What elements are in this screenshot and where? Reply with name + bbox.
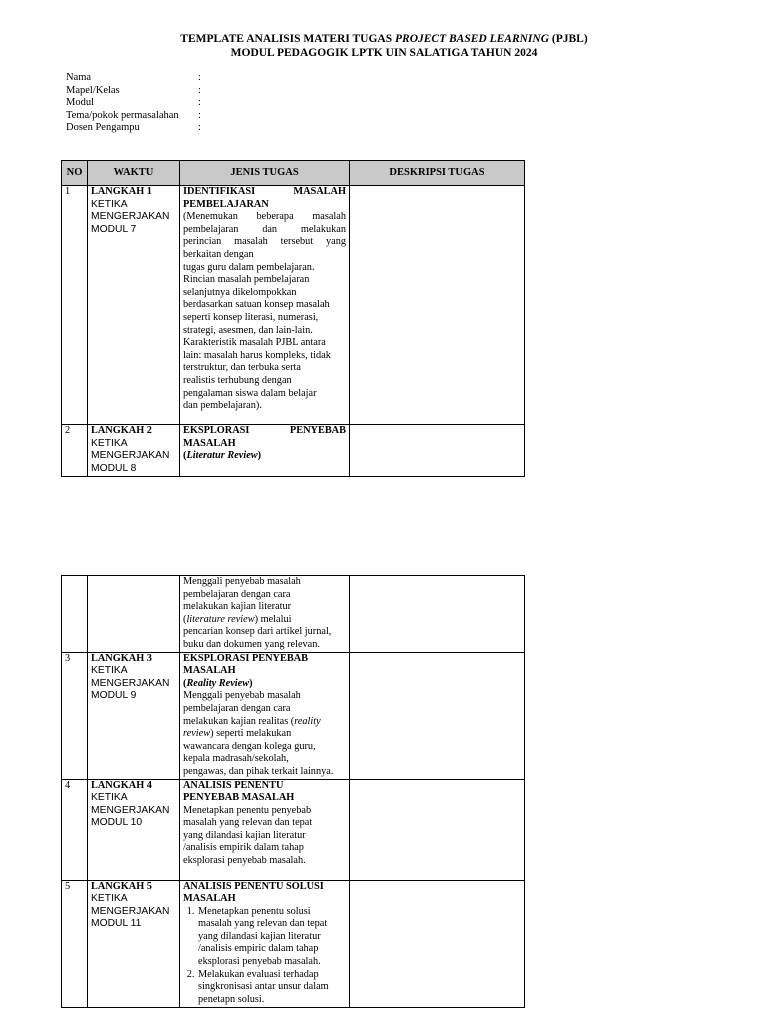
waktu-cell: LANGKAH 5 KETIKA MENGERJAKAN MODUL 11 [88,880,180,1007]
row-number: 3 [62,652,88,779]
waktu-cell: LANGKAH 1 KETIKA MENGERJAKAN MODUL 7 [88,186,180,425]
jenis-tugas-cell: IDENTIFIKASI MASALAH PEMBELAJARAN (Menemukan beberapa masalah pembelajaran dan melakukan perincian masalah tersebut yang berkaitan dengan tugas guru dalam pembelajaran. Rincian masalah pembelajaran selanjutnya dikelompokkan berdasarkan satuan konsep masalah seperti konsep literasi, numerasi, strategi, asesmen, dan lain-lain. Karakteristik masalah PJBL antara lain: masalah harus kompleks, tidak terstruktur, dan terbuka serta realistis terhubung dengan pengalaman siswa dalam belajar dan pembelajaran). [180,186,350,425]
deskripsi-tugas-cell[interactable] [350,779,525,880]
task-heading: EKSPLORASI PENYEBAB [183,425,346,436]
row-number: 1 [62,186,88,425]
table-row-langkah-2-continued [62,576,525,653]
step-label: LANGKAH 3 [91,652,152,664]
table-row-langkah-5 [62,880,525,1007]
header-waktu: WAKTU [88,161,180,186]
step-label: LANGKAH 5 [91,880,152,892]
task-table-page-1 [61,160,525,477]
row-number: 4 [62,779,88,880]
waktu-cell: LANGKAH 4 KETIKA MENGERJAKAN MODUL 10 [88,779,180,880]
jenis-tugas-cell: EKSPLORASI PENYEBAB MASALAH (Reality Review) Menggali penyebab masalah pembelajaran dengan cara melakukan kajian realitas (reality review) seperti melakukan wawancara dengan kolega guru, kepala madrasah/sekolah, pengawas, dan pihak terkait lainnya. [180,652,350,779]
step-label: LANGKAH 1 [91,186,152,197]
row-number: 5 [62,880,88,1007]
table-header-row [62,161,525,186]
deskripsi-tugas-cell[interactable] [350,576,525,653]
table-row-langkah-3 [62,652,525,779]
task-heading: EKSPLORASI PENYEBAB [183,652,309,664]
deskripsi-tugas-cell[interactable] [350,425,525,477]
table-row-langkah-2 [62,425,525,477]
deskripsi-tugas-cell[interactable] [350,186,525,425]
header-deskripsi-tugas: DESKRIPSI TUGAS [350,161,525,186]
header-no: NO [62,161,88,186]
row-number: 2 [62,425,88,477]
table-row-langkah-4 [62,779,525,880]
solution-steps-list [183,906,346,1007]
task-heading: ANALISIS PENENTU SOLUSI [183,880,324,892]
list-item: 2. Melakukan evaluasi terhadap singkronisasi antar unsur dalam penetapn solusi. [197,969,346,1007]
document-title-line-1: TEMPLATE ANALISIS MATERI TUGAS PROJECT BASED LEARNING (PJBL) [180,33,588,45]
waktu-cell: LANGKAH 3 KETIKA MENGERJAKAN MODUL 9 [88,652,180,779]
list-item: 1. Menetapkan penentu solusi masalah yang relevan dan tepat yang dilandasi kajian literatur /analisis empiric dalam tahap eksplorasi penyebab masalah. [197,906,346,969]
deskripsi-tugas-cell[interactable] [350,880,525,1007]
waktu-cell: LANGKAH 2 KETIKA MENGERJAKAN MODUL 8 [88,425,180,477]
jenis-tugas-cell: ANALISIS PENENTU PENYEBAB MASALAH Menetapkan penentu penyebab masalah yang relevan dan tepat yang dilandasi kajian literatur /analisis empirik dalam tahap eksplorasi penyebab masalah. [180,779,350,880]
task-subheading: (Literatur Review) [183,450,262,462]
table-row-langkah-1 [62,186,525,425]
task-heading: IDENTIFIKASI MASALAH [183,186,346,197]
task-table-page-2 [61,575,525,1008]
task-subheading: (Reality Review) [183,677,253,689]
deskripsi-tugas-cell[interactable] [350,652,525,779]
jenis-tugas-cell: ANALISIS PENENTU SOLUSI MASALAH 1. Menetapkan penentu solusi masalah yang relevan dan tepat yang dilandasi kajian literatur /analisis empiric dalam tahap eksplorasi penyebab masalah. 2. Melakukan evaluasi terhadap singkronisasi antar unsur dalam penetapn solusi. [180,880,350,1007]
jenis-tugas-cell: EKSPLORASI PENYEBAB MASALAH (Literatur Review) [180,425,350,477]
header-jenis-tugas: JENIS TUGAS [180,161,350,186]
step-label: LANGKAH 4 [91,779,152,791]
task-heading: ANALISIS PENENTU [183,779,284,791]
jenis-tugas-cell: Menggali penyebab masalah pembelajaran dengan cara melakukan kajian literatur (literature review) melalui pencarian konsep dari artikel jurnal, buku dan dokumen yang relevan. [180,576,350,653]
step-label: LANGKAH 2 [91,425,152,436]
document-title-line-2: MODUL PEDAGOGIK LPTK UIN SALATIGA TAHUN 2024 [230,47,538,59]
